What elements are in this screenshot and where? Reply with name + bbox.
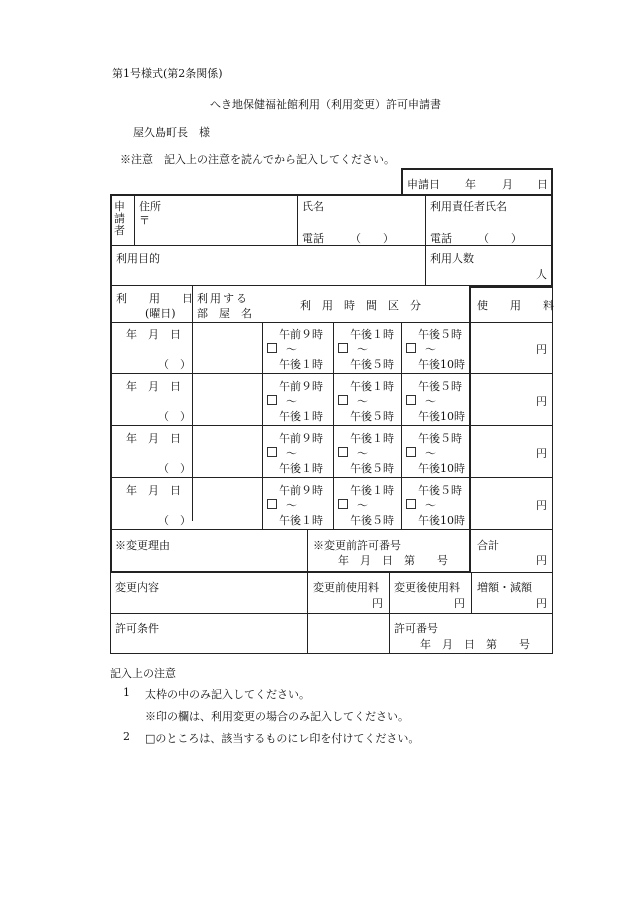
slot-end: 午後10時: [418, 358, 465, 371]
slot-end: 午後５時: [350, 358, 394, 371]
application-date-year: 年: [465, 178, 476, 191]
notes-heading: 記入上の注意: [110, 667, 176, 680]
phone-paren: （ ）: [350, 232, 394, 245]
room-header-sub: 部 屋 名: [197, 307, 252, 320]
slot-tilde: ～: [425, 395, 436, 408]
responsible-phone-label: 電話: [430, 232, 452, 245]
slot-tilde: ～: [286, 447, 297, 460]
row-date: 年 月 日: [126, 380, 181, 393]
time-slot-checkbox[interactable]: [406, 341, 418, 354]
note-text-2: □のところは、該当するものにレ印を付けてください。: [145, 732, 420, 745]
slot-tilde: ～: [286, 343, 297, 356]
addressee: 屋久島町長 様: [133, 126, 210, 139]
slot-start: 午後５時: [418, 432, 462, 445]
fee-diff-label: 増額・減額: [477, 581, 532, 594]
note-num-1: 1: [123, 686, 130, 699]
time-slot-checkbox[interactable]: [338, 497, 350, 510]
permit-no-value: 年 月 日 第 号: [420, 638, 530, 651]
slot-start: 午前９時: [279, 328, 323, 341]
time-header: 利 用 時 間 区 分: [300, 299, 421, 312]
row-weekday: （ ）: [158, 462, 191, 475]
responsible-phone-paren: （ ）: [478, 232, 522, 245]
slot-end: 午後５時: [350, 410, 394, 423]
application-date-month: 月: [502, 178, 513, 191]
time-slot-checkbox[interactable]: [267, 393, 279, 406]
slot-start: 午後１時: [350, 380, 394, 393]
prev-permit-value: 年 月 日 第 号: [338, 554, 448, 567]
slot-start: 午前９時: [279, 432, 323, 445]
slot-tilde: ～: [357, 447, 368, 460]
time-slot-checkbox[interactable]: [267, 497, 279, 510]
row-date: 年 月 日: [126, 484, 181, 497]
fee-before-unit: 円: [372, 597, 383, 610]
purpose-label: 利用目的: [116, 252, 160, 265]
slot-start: 午前９時: [279, 380, 323, 393]
slot-end: 午後１時: [279, 514, 323, 527]
notice: ※注意 記入上の注意を読んでから記入してください。: [120, 153, 395, 166]
slot-end: 午後10時: [418, 410, 465, 423]
total-unit: 円: [536, 554, 547, 567]
slot-start: 午後１時: [350, 328, 394, 341]
time-slot-checkbox[interactable]: [406, 393, 418, 406]
people-label: 利用人数: [430, 252, 474, 265]
people-unit: 人: [536, 268, 547, 281]
application-date-label: 申請日: [407, 178, 440, 191]
prev-permit-label: ※変更前許可番号: [313, 539, 401, 552]
date-header: 利 用 日: [116, 292, 193, 305]
slot-tilde: ～: [425, 343, 436, 356]
slot-start: 午後５時: [418, 484, 462, 497]
applicant-label: 申請者: [114, 200, 125, 237]
application-date-day: 日: [537, 178, 548, 191]
slot-tilde: ～: [357, 395, 368, 408]
slot-tilde: ～: [286, 395, 297, 408]
total-label: 合計: [477, 539, 499, 552]
slot-tilde: ～: [357, 343, 368, 356]
time-slot-checkbox[interactable]: [267, 341, 279, 354]
row-weekday: （ ）: [158, 410, 191, 423]
slot-start: 午後１時: [350, 484, 394, 497]
row-fee-unit: 円: [536, 395, 547, 408]
time-slot-checkbox[interactable]: [406, 497, 418, 510]
slot-start: 午後１時: [350, 432, 394, 445]
slot-start: 午後５時: [418, 328, 462, 341]
date-header-sub: (曜日): [145, 307, 176, 320]
fee-after-label: 変更後使用料: [394, 581, 460, 594]
permit-no-label: 許可番号: [394, 622, 438, 635]
row-weekday: （ ）: [158, 514, 191, 527]
time-slot-checkbox[interactable]: [338, 393, 350, 406]
slot-end: 午後５時: [350, 514, 394, 527]
room-header: 利用する: [197, 292, 249, 305]
time-slot-checkbox[interactable]: [267, 445, 279, 458]
slot-tilde: ～: [286, 499, 297, 512]
fee-before-label: 変更前使用料: [313, 581, 379, 594]
slot-tilde: ～: [425, 447, 436, 460]
row-fee-unit: 円: [536, 499, 547, 512]
note-text-1: 太枠の中のみ記入してください。: [145, 688, 310, 701]
slot-end: 午後１時: [279, 358, 323, 371]
note-text-1b: ※印の欄は、利用変更の場合のみ記入してください。: [145, 710, 409, 723]
page-title: へき地保健福祉館利用（利用変更）許可申請書: [210, 98, 441, 111]
row-weekday: （ ）: [158, 358, 191, 371]
slot-tilde: ～: [357, 499, 368, 512]
phone-label: 電話: [302, 232, 324, 245]
change-content-label: 変更内容: [115, 581, 159, 594]
fee-after-unit: 円: [454, 597, 465, 610]
fee-diff-unit: 円: [536, 597, 547, 610]
row-date: 年 月 日: [126, 432, 181, 445]
conditions-label: 許可条件: [115, 622, 159, 635]
slot-end: 午後５時: [350, 462, 394, 475]
form-number: 第1号様式(第2条関係): [112, 67, 223, 80]
row-date: 年 月 日: [126, 328, 181, 341]
slot-end: 午後10時: [418, 514, 465, 527]
time-slot-checkbox[interactable]: [406, 445, 418, 458]
time-slot-checkbox[interactable]: [338, 341, 350, 354]
slot-end: 午後10時: [418, 462, 465, 475]
note-num-2: 2: [123, 730, 130, 743]
fee-header: 使 用 料: [477, 299, 554, 312]
row-fee-unit: 円: [536, 447, 547, 460]
address-label: 住所: [139, 200, 161, 213]
change-reason-label: ※変更理由: [115, 539, 170, 552]
slot-end: 午後１時: [279, 410, 323, 423]
slot-end: 午後１時: [279, 462, 323, 475]
responsible-label: 利用責任者氏名: [430, 200, 507, 213]
postal-mark: 〒: [139, 214, 150, 227]
row-fee-unit: 円: [536, 343, 547, 356]
slot-start: 午前９時: [279, 484, 323, 497]
slot-start: 午後５時: [418, 380, 462, 393]
slot-tilde: ～: [425, 499, 436, 512]
time-slot-checkbox[interactable]: [338, 445, 350, 458]
name-label: 氏名: [302, 200, 324, 213]
